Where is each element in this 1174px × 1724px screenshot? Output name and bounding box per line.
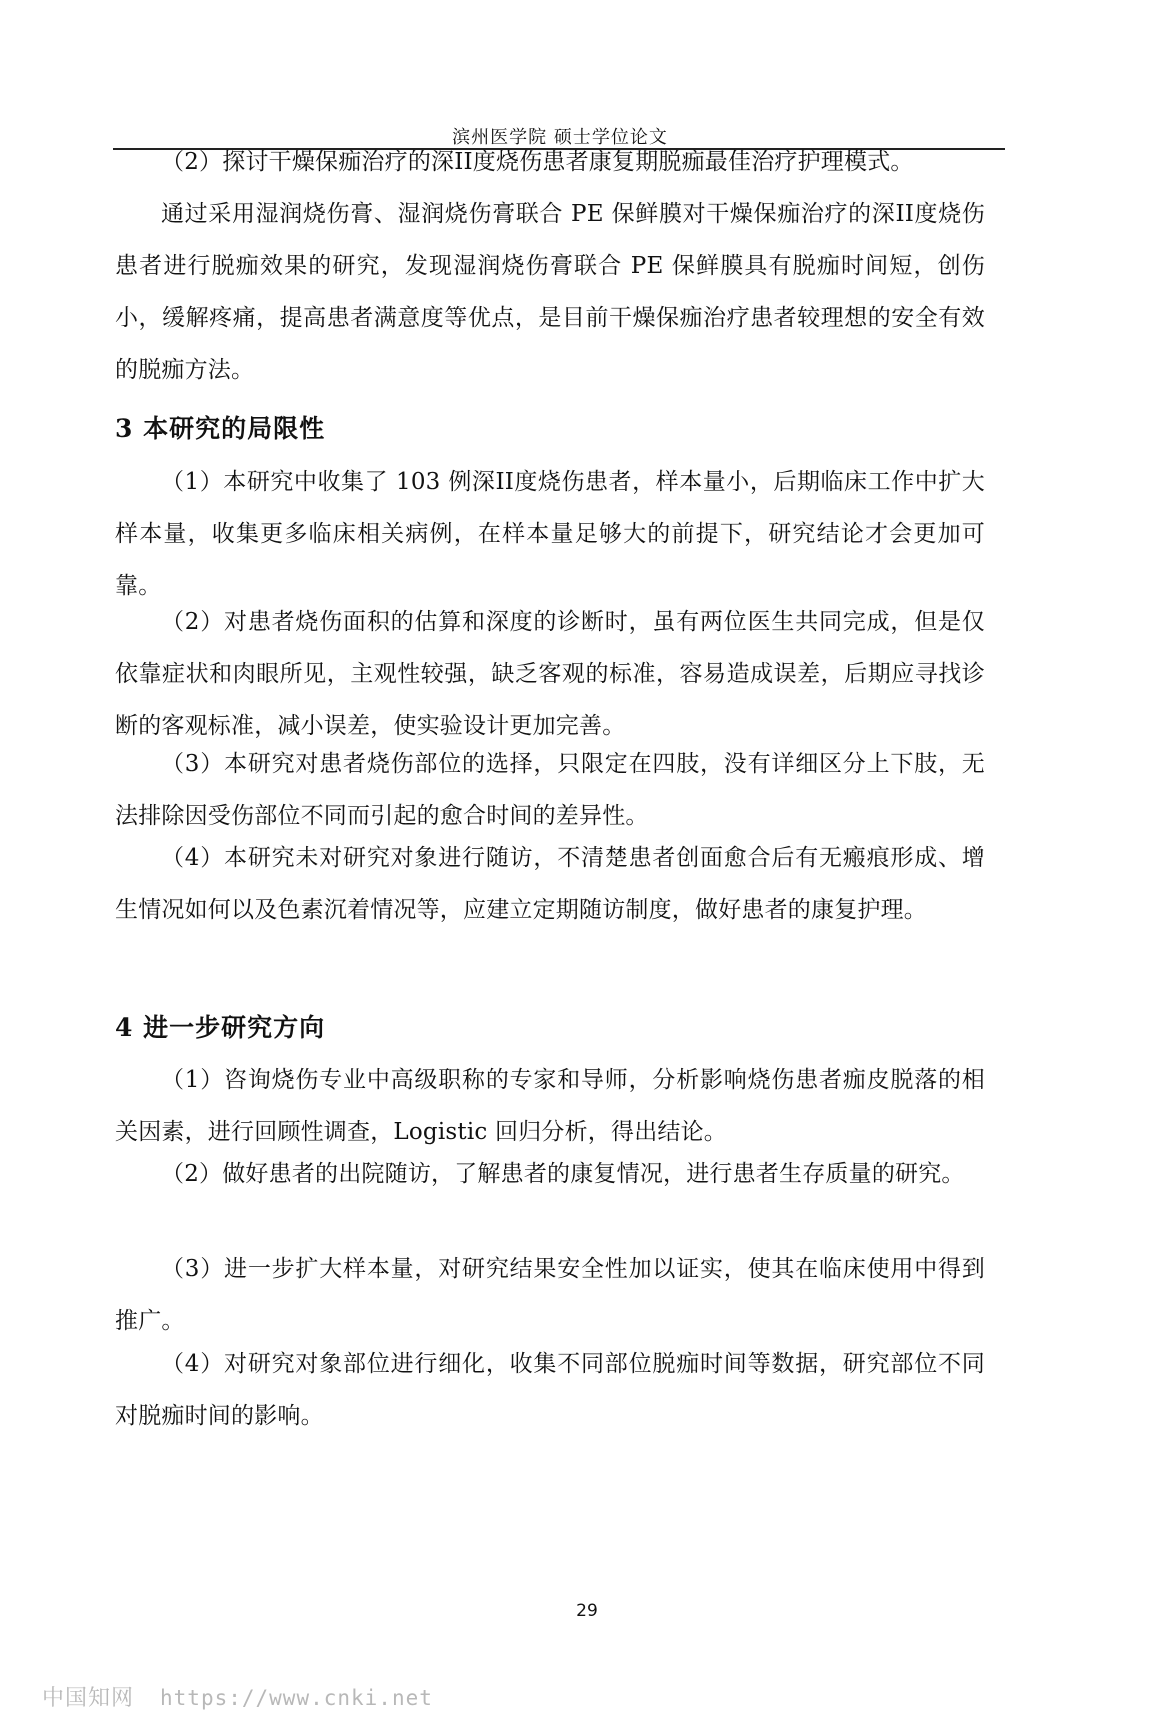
future-item-3: （3）进一步扩大样本量，对研究结果安全性加以证实，使其在临床使用中得到推广。 [115, 1256, 985, 1334]
running-header: 滨州医学院 硕士学位论文 [452, 127, 668, 148]
paragraph-conclusion: 通过采用湿润烧伤膏、湿润烧伤膏联合 PE 保鲜膜对干燥保痂治疗的深II度烧伤患者进行脱痂效果的研究，发现湿润烧伤膏联合 PE 保鲜膜具有脱痂时间短，创伤小，缓解疼痛，提高患者满意度等优点，是目前干燥保痂治疗患者较理想的安全有效的脱痂方法。 [115, 201, 985, 383]
limitation-item-1: （1）本研究中收集了 103 例深II度烧伤患者，样本量小，后期临床工作中扩大样本量，收集更多临床相关病例，在样本量足够大的前提下，研究结论才会更加可靠。 [115, 469, 985, 599]
watermark-url: https://www.cnki.net [160, 1686, 433, 1710]
future-item-2: （2）做好患者的出院随访，了解患者的康复情况，进行患者生存质量的研究。 [161, 1161, 965, 1187]
future-item-4: （4）对研究对象部位进行细化，收集不同部位脱痂时间等数据，研究部位不同对脱痂时间的影响。 [115, 1351, 985, 1429]
watermark-name: 中国知网 [42, 1686, 135, 1711]
section-heading-limitations: 3 本研究的局限性 [115, 414, 326, 443]
limitation-item-4: （4）本研究未对研究对象进行随访，不清楚患者创面愈合后有无瘢痕形成、增生情况如何以及色素沉着情况等，应建立定期随访制度，做好患者的康复护理。 [115, 845, 985, 923]
limitation-item-3: （3）本研究对患者烧伤部位的选择，只限定在四肢，没有详细区分上下肢，无法排除因受伤部位不同而引起的愈合时间的差异性。 [115, 751, 985, 829]
page-number: 29 [576, 1601, 598, 1621]
watermark [42, 1681, 433, 1712]
limitation-item-2: （2）对患者烧伤面积的估算和深度的诊断时，虽有两位医生共同完成，但是仅依靠症状和肉眼所见，主观性较强，缺乏客观的标准，容易造成误差，后期应寻找诊断的客观标准，减小误差，使实验设计更加完善。 [115, 609, 985, 739]
future-item-1: （1）咨询烧伤专业中高级职称的专家和导师，分析影响烧伤患者痂皮脱落的相关因素，进行回顾性调查，Logistic 回归分析，得出结论。 [115, 1067, 985, 1145]
section-heading-future-directions: 4 进一步研究方向 [115, 1013, 326, 1042]
paragraph-objective-2: （2）探讨干燥保痂治疗的深II度烧伤患者康复期脱痂最佳治疗护理模式。 [161, 149, 914, 175]
